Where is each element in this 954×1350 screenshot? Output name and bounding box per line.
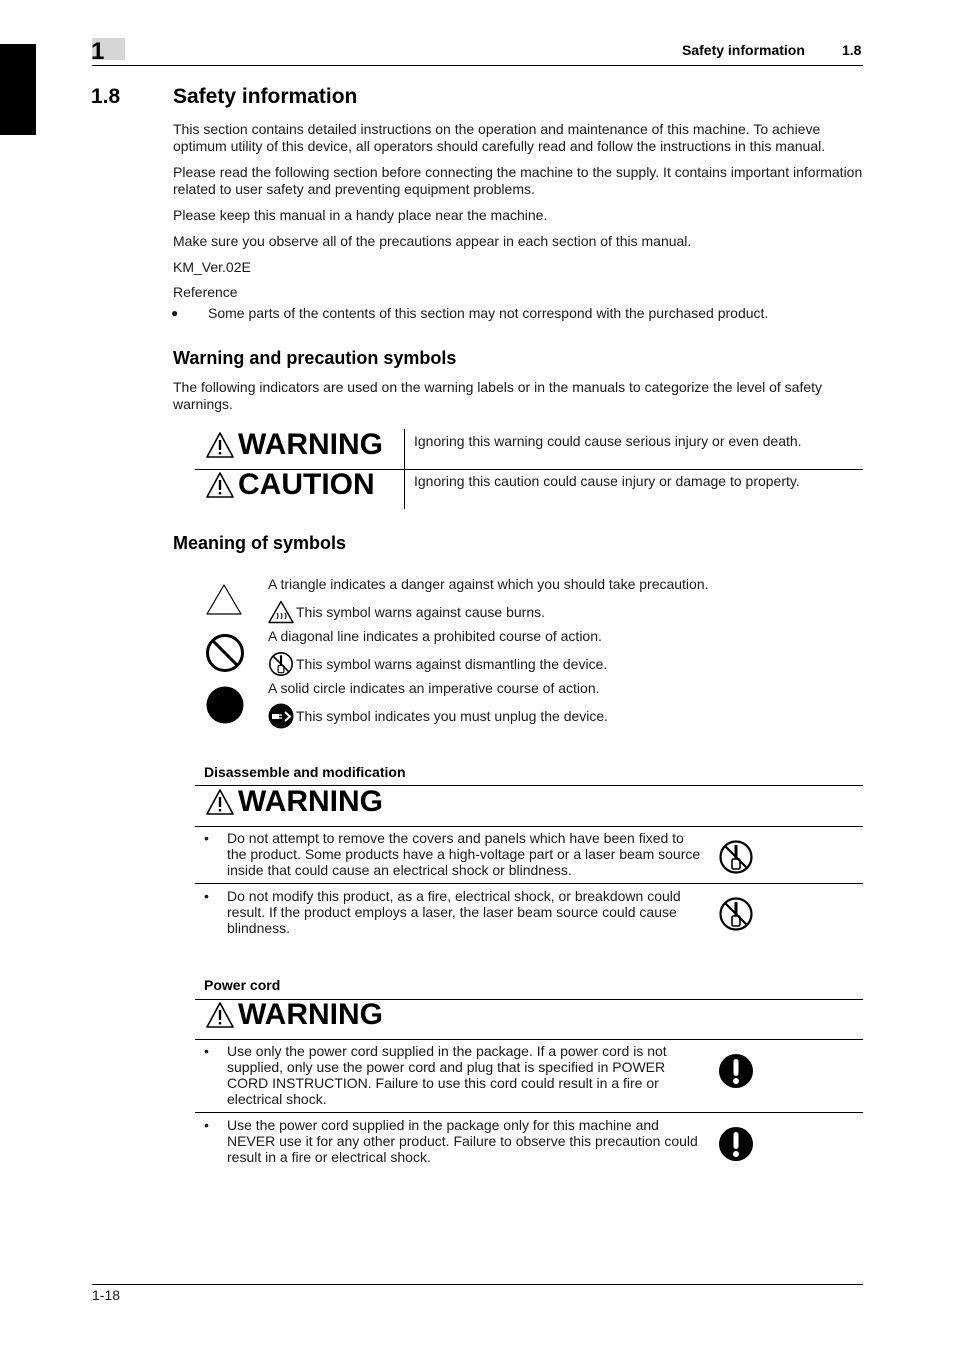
disassemble-warning-word: WARNING [238,785,383,818]
power-cord-warning-word: WARNING [238,998,383,1031]
disassemble-item-2 [204,888,704,936]
meaning-heading: Meaning of symbols [173,533,347,553]
caution-label [205,468,375,502]
header-rule [92,65,863,66]
bullet: • [204,888,209,904]
warning-symbols-heading: Warning and precaution symbols [173,348,457,368]
meaning-triangle-text [268,576,709,593]
meaning-line-6: This symbol indicates you must unplug the device. [296,707,609,724]
unplug-icon [268,703,294,729]
imperative-icon [718,1126,754,1162]
intro-paragraph-2: Please read the following section before connecting the machine to the supply. It contains important information related to user safety and preventing equipment problems. [173,164,863,197]
solid-circle-icon [205,685,245,725]
meaning-prohibited-text [268,628,602,645]
meaning-dismantle-text [268,651,607,677]
disassemble-item-1 [204,830,704,878]
meaning-unplug-text [268,703,608,729]
intro-paragraph-4: Make sure you observe all of the precautions appear in each section of this manual. [173,233,692,249]
disassemble-row-rule [195,883,863,884]
section-title: Safety information [173,85,358,108]
warning-triangle-icon [205,1001,235,1029]
no-disassembly-icon [718,896,754,932]
reference-label: Reference [173,284,238,300]
imperative-icon [718,1053,754,1089]
bullet: • [204,1043,209,1059]
meaning-line-4: This symbol warns against dismantling the device. [296,655,608,672]
meaning-line-3: A diagonal line indicates a prohibited course of action. [268,628,602,644]
disassemble-item-1-text: Do not attempt to remove the covers and panels which have been fixed to the product. Some products have a high-voltage part or a laser beam source inside that could cause an electrical shock or blindness. [227,830,701,878]
chapter-edge-tab [0,44,36,135]
chapter-number: 1 [91,38,105,65]
meaning-line-1: A triangle indicates a danger against which you should take precaution. [268,576,709,592]
running-header-title: Safety information [682,42,805,58]
warning-word: WARNING [238,428,383,461]
disassemble-item-2-text: Do not modify this product, as a fire, electrical shock, or breakdown could result. If the product employs a laser, the laser beam source could cause blindness. [227,888,681,936]
no-disassembly-icon [718,839,754,875]
power-cord-row-rule [195,1112,863,1113]
intro-paragraph-1: This section contains detailed instructions on the operation and maintenance of this machine. To achieve optimum utility of this device, all operators should carefully read and follow the instructions in this manual. [173,121,826,154]
section-number: 1.8 [91,85,121,108]
triangle-icon [205,583,243,616]
warning-description: Ignoring this warning could cause serious injury or even death. [414,433,802,449]
disassemble-banner-rule [195,826,863,827]
footer-rule [92,1284,863,1285]
power-cord-heading: Power cord [204,977,281,993]
disassemble-warning-banner [205,785,383,819]
power-cord-warning-banner [205,998,383,1032]
warning-label [205,428,383,462]
caution-triangle-icon [205,471,235,499]
power-cord-item-2 [204,1117,704,1165]
prohibited-icon [205,633,245,673]
caution-word: CAUTION [238,468,375,501]
page-number: 1-18 [92,1287,121,1303]
intro-paragraph-3: Please keep this manual in a handy place near the machine. [173,207,548,223]
meaning-line-5: A solid circle indicates an imperative course of action. [268,680,600,696]
meaning-imperative-text [268,680,600,697]
power-cord-banner-rule [195,1039,863,1040]
warning-triangle-icon [205,431,235,459]
power-cord-item-1-text: Use only the power cord supplied in the package. If a power cord is not supplied, only use the power cord and plug that is specified in POWER CORD INSTRUCTION. Failure to use this cord could result in a fire or electrical shock. [227,1043,667,1107]
power-cord-item-2-text: Use the power cord supplied in the package only for this machine and NEVER use it for any other product. Failure to observe this precaution could result in a fire or electrical shock. [227,1117,698,1165]
caution-description: Ignoring this caution could cause injury or damage to property. [414,473,800,489]
bullet: • [204,1117,209,1133]
burn-warning-icon [268,600,294,624]
meaning-burn-text [268,600,545,624]
warning-triangle-icon [205,788,235,816]
power-cord-item-1 [204,1043,704,1107]
warning-symbols-description: The following indicators are used on the warning labels or in the manuals to categorize the level of safety warnings. [173,379,823,412]
no-disassembly-icon [268,651,294,677]
disassemble-heading: Disassemble and modification [204,764,406,780]
running-header-section: 1.8 [842,42,862,58]
reference-bullet: ● [171,306,179,320]
reference-item: Some parts of the contents of this section may not correspond with the purchased product. [208,305,769,321]
bullet: • [204,830,209,846]
version-code: KM_Ver.02E [173,259,251,275]
meaning-line-2: This symbol warns against cause burns. [296,603,545,620]
